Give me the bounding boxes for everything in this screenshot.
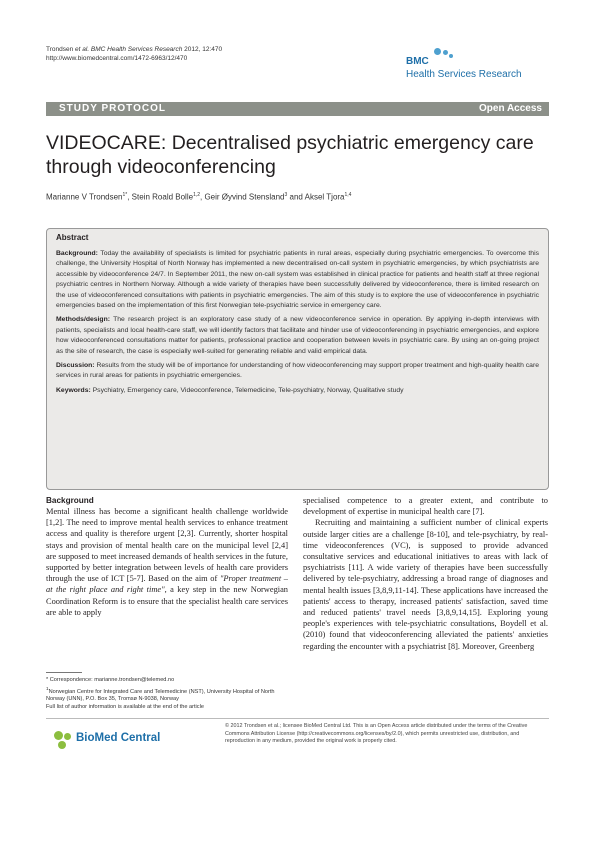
- author-affil: 1,2: [193, 192, 201, 198]
- article-title: VIDEOCARE: Decentralised psychiatric emergency care through videoconferencing: [46, 132, 534, 178]
- body-paragraph: specialised competence to a greater extent, and contribute to development of expertise in municipal health care [7].: [303, 496, 548, 517]
- abstract-keywords: Keywords: Psychiatry, Emergency care, Videoconference, Telemedicine, Tele-psychiatry, Norway, Qualitative study: [56, 386, 404, 394]
- biomed-central-logo: [52, 728, 182, 754]
- journal-logo: [404, 48, 554, 88]
- footnotes: [46, 677, 288, 711]
- open-access-label: Open Access: [479, 103, 542, 114]
- footer-divider: [46, 718, 549, 719]
- affiliation-note: $^1$Norwegian Centre for Integrated Care and Telemedicine (NST), University Hospital of North Norway (UNN), P.O. Box 35, Tromsø N-9038, Norway: [46, 685, 275, 703]
- author-affil: 3: [284, 192, 288, 198]
- author-name: , Stein Roald Bolle: [127, 192, 194, 202]
- footnote-divider: [46, 672, 82, 673]
- body-paragraph: Recruiting and maintaining a sufficient number of clinical experts outside larger cities are a challenge [8-10], and tele-psychiatry, by real-time videoconferences (VC), is supposed to provide advanced consultative services and educational initiatives to areas with lack of psychiatrists [11]. A wide variety of therapies have been successfully delivered by tele-psychiatry, addressing a broad range of diagnoses and mental health issues [3,8,9,11-14]. These applications have increased the patients' access to therapy, increased patients' satisfaction, saved time and reduced patients' travel needs [3,8,9,14,15]. Exploring young people's experiences with tele-psychiatric consultations, Boydell et al. (2010) found that videoconferencing alleviated the patients' anxieties regarding the encounter with a psychiatrist [8]. Moreover, Greenberg: [303, 518, 548, 651]
- author-name: , Geir Øyvind Stensland: [200, 192, 285, 202]
- logo-dot: [449, 54, 453, 58]
- copyright-notice: © 2012 Trondsen et al.; licensee BioMed Central Ltd. This is an Open Access article distributed under the terms of the Creative Commons Attribution License (http://creativecommons.org/licenses/by/2.0), which permits unrestricted use, distribution, and reproduction in any medium, provided the original work is properly cited.: [225, 723, 528, 745]
- logo-dot: [434, 48, 441, 55]
- author-affil: 1*: [122, 192, 128, 198]
- logo-journal-name: Health Services Research: [406, 69, 522, 80]
- author-name: Marianne V Trondsen: [46, 192, 123, 202]
- body-column-right: [303, 495, 548, 652]
- citation-header: [46, 45, 222, 63]
- abstract-background: Background: Today the availability of specialists is limited for psychiatric patients in rural areas, especially during psychiatric emergencies. To overcome this challenge, the University Hospital of North Norway has implemented a new decentralised on-call system in psychiatric emergencies, by which psychiatrists are accessible by videoconference 24/7. In September 2011, the new on-call system was established in clinical practice for patients and health staff at three regional psychiatric centres in Northern Norway. Although a wide variety of therapies have been successfully delivered by videoconference, there is limited research on the use of videoconferenced consultations with patients in psychiatric emergencies. The aim of this study is to explore the use of videoconference in psychiatric emergencies based on the implementation of this first Norwegian tele-psychiatric service in emergency care.: [56, 250, 539, 310]
- logo-dot: [54, 731, 63, 740]
- logo-dot: [64, 733, 71, 740]
- abstract-box: [46, 228, 549, 490]
- article-type-label: STUDY PROTOCOL: [59, 103, 166, 114]
- article-type-band: [46, 102, 549, 116]
- abstract-discussion: Discussion: Results from the study will be of importance for understanding of how videoconferencing may support proper treatment and high-quality health care services in rural areas for patients in psychiatric emergencies.: [56, 362, 539, 380]
- logo-brand: BMC: [406, 56, 429, 67]
- body-column-left: [46, 495, 288, 618]
- abstract-heading: Abstract: [56, 233, 89, 242]
- body-paragraph: Mental illness has become a significant health challenge worldwide [1,2]. The need to improve mental health services to enhance treatment access and quality is therefore urgent [2,3]. Currently, shorter hospital stays and provision of mental health care on the municipal level [2,4] are supposed to meet increased demands of health services in the future, supported by better integration between levels of health care providers through the use of ICT [5-7]. Based on the aim of "Proper treatment – at the right place and right time", a key step in the new Norwegian Coordination Reform is to ensure that the specialist health care services are able to apply: [46, 507, 288, 617]
- correspondence-note: * Correspondence: marianne.trondsen@telemed.no: [46, 677, 175, 683]
- author-info-note: Full list of author information is available at the end of the article: [46, 703, 204, 710]
- citation-line-1: Trondsen et al. BMC Health Services Research 2012, 12:470: [46, 46, 223, 53]
- abstract-methods: Methods/design: The research project is an exploratory case study of a new videoconference service in operation. By applying in-depth interviews with patients, specialists and local health-care staff, we will identify factors that facilitate and hinder use of videoconferencing in psychiatric emergencies, and explore how videoconferenced consultations matter for patients, professional practice and cooperation between levels in psychiatric care. By using an on-going project as the site of research, the case is especially well-suited for generating reliable and valid empirical data.: [56, 316, 539, 355]
- author-name: and Aksel Tjora: [287, 192, 345, 202]
- author-list: [46, 192, 556, 202]
- citation-url[interactable]: http://www.biomedcentral.com/1472-6963/12/470: [46, 55, 188, 62]
- logo-text: BioMed Central: [76, 732, 161, 744]
- author-affil: 1,4: [344, 192, 352, 198]
- section-heading-background: Background: [46, 496, 94, 505]
- logo-dot: [58, 741, 66, 749]
- logo-dot: [443, 50, 448, 55]
